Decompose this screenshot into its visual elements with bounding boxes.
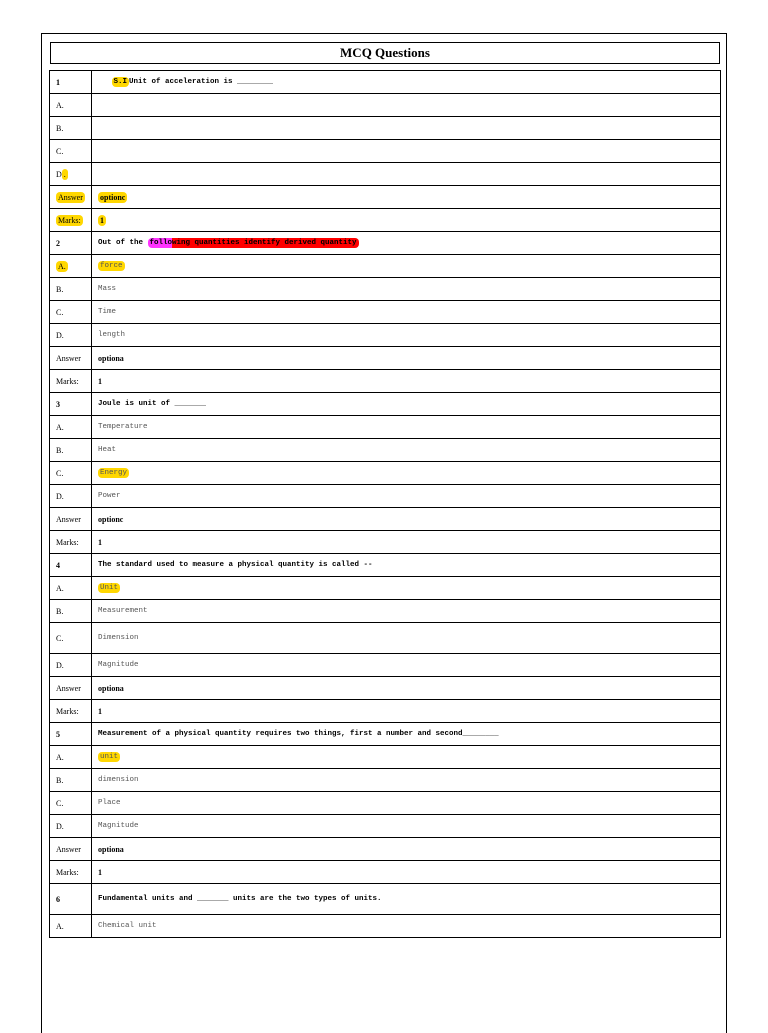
option-text: unit xyxy=(92,746,721,769)
answer-label: Answer xyxy=(50,186,92,209)
option-row xyxy=(50,278,721,301)
question-number: 4 xyxy=(50,554,92,577)
option-text: Chemical unit xyxy=(92,915,721,938)
option-text xyxy=(92,94,721,117)
marks-label: Marks: xyxy=(50,209,92,232)
option-row xyxy=(50,255,721,278)
question-text: S.I Unit of acceleration is ________ xyxy=(92,71,721,94)
option-text: Dimension xyxy=(92,623,721,654)
option-row xyxy=(50,117,721,140)
option-row xyxy=(50,746,721,769)
mcq-table xyxy=(49,70,721,938)
option-label: A. xyxy=(50,94,92,117)
option-label: A. xyxy=(50,255,92,278)
option-label: B. xyxy=(50,117,92,140)
question-text: Fundamental units and _______ units are the two types of units. xyxy=(92,884,721,915)
question-text: Joule is unit of _______ xyxy=(92,393,721,416)
option-text: Magnitude xyxy=(92,815,721,838)
option-row xyxy=(50,94,721,117)
option-label: D. xyxy=(50,485,92,508)
option-row xyxy=(50,324,721,347)
marks-label: Marks: xyxy=(50,700,92,723)
question-row xyxy=(50,71,721,94)
option-label: D. xyxy=(50,324,92,347)
answer-value: optiona xyxy=(92,347,721,370)
question-number: 5 xyxy=(50,723,92,746)
option-label: B. xyxy=(50,769,92,792)
question-number: 3 xyxy=(50,393,92,416)
highlight: follo xyxy=(149,239,173,247)
option-text: dimension xyxy=(92,769,721,792)
option-row xyxy=(50,439,721,462)
question-number: 1 xyxy=(50,71,92,94)
option-label: C. xyxy=(50,792,92,815)
option-row xyxy=(50,915,721,938)
option-row xyxy=(50,600,721,623)
marks-value: 1 xyxy=(92,861,721,884)
marks-value: 1 xyxy=(92,209,721,232)
option-row xyxy=(50,577,721,600)
option-label: C. xyxy=(50,623,92,654)
question-row xyxy=(50,393,721,416)
option-row xyxy=(50,485,721,508)
option-label: A. xyxy=(50,746,92,769)
option-label: B. xyxy=(50,600,92,623)
option-row xyxy=(50,301,721,324)
marks-row xyxy=(50,209,721,232)
option-text: Measurement xyxy=(92,600,721,623)
question-text: The standard used to measure a physical quantity is called -- xyxy=(92,554,721,577)
answer-row xyxy=(50,186,721,209)
question-row xyxy=(50,232,721,255)
option-text: Power xyxy=(92,485,721,508)
highlight: S.I xyxy=(113,78,128,86)
option-label: D. xyxy=(50,815,92,838)
highlight: . xyxy=(63,169,66,179)
option-label: A. xyxy=(50,416,92,439)
option-text: Temperature xyxy=(92,416,721,439)
option-row xyxy=(50,815,721,838)
answer-value: optiona xyxy=(92,838,721,861)
option-row xyxy=(50,654,721,677)
option-text xyxy=(92,163,721,186)
option-label: D. xyxy=(50,654,92,677)
option-text: length xyxy=(92,324,721,347)
question-row xyxy=(50,554,721,577)
answer-value: optionc xyxy=(92,186,721,209)
option-label: B. xyxy=(50,278,92,301)
answer-label: Answer xyxy=(50,838,92,861)
answer-row xyxy=(50,838,721,861)
question-row xyxy=(50,884,721,915)
option-label: A. xyxy=(50,915,92,938)
option-text: Unit xyxy=(92,577,721,600)
option-label: C. xyxy=(50,140,92,163)
option-label: B. xyxy=(50,439,92,462)
marks-value: 1 xyxy=(92,700,721,723)
answer-label: Answer xyxy=(50,508,92,531)
question-number: 2 xyxy=(50,232,92,255)
marks-row xyxy=(50,861,721,884)
marks-row xyxy=(50,370,721,393)
answer-value: optiona xyxy=(92,677,721,700)
answer-row xyxy=(50,677,721,700)
option-text xyxy=(92,140,721,163)
marks-value: 1 xyxy=(92,531,721,554)
option-label: C. xyxy=(50,301,92,324)
option-text: force xyxy=(92,255,721,278)
option-text: Time xyxy=(92,301,721,324)
option-text xyxy=(92,117,721,140)
option-row xyxy=(50,140,721,163)
option-text: Heat xyxy=(92,439,721,462)
question-text: Measurement of a physical quantity requires two things, first a number and second________ xyxy=(92,723,721,746)
marks-row xyxy=(50,700,721,723)
option-row xyxy=(50,416,721,439)
answer-label: Answer xyxy=(50,347,92,370)
marks-label: Marks: xyxy=(50,370,92,393)
answer-row xyxy=(50,508,721,531)
marks-row xyxy=(50,531,721,554)
option-label: C. xyxy=(50,462,92,485)
option-row xyxy=(50,163,721,186)
marks-label: Marks: xyxy=(50,531,92,554)
question-row xyxy=(50,723,721,746)
answer-value: optionc xyxy=(92,508,721,531)
option-row xyxy=(50,623,721,654)
question-text: Out of the following quantities identify derived quantity xyxy=(92,232,721,255)
option-row xyxy=(50,769,721,792)
option-text: Mass xyxy=(92,278,721,301)
marks-label: Marks: xyxy=(50,861,92,884)
option-label: A. xyxy=(50,577,92,600)
option-row xyxy=(50,462,721,485)
option-text: Energy xyxy=(92,462,721,485)
option-row xyxy=(50,792,721,815)
option-text: Magnitude xyxy=(92,654,721,677)
option-text: Place xyxy=(92,792,721,815)
answer-label: Answer xyxy=(50,677,92,700)
option-label: D . xyxy=(50,163,92,186)
marks-value: 1 xyxy=(92,370,721,393)
answer-row xyxy=(50,347,721,370)
page-title: MCQ Questions xyxy=(50,42,720,64)
question-number: 6 xyxy=(50,884,92,915)
highlight: wing quantities identify derived quantity xyxy=(172,239,357,247)
